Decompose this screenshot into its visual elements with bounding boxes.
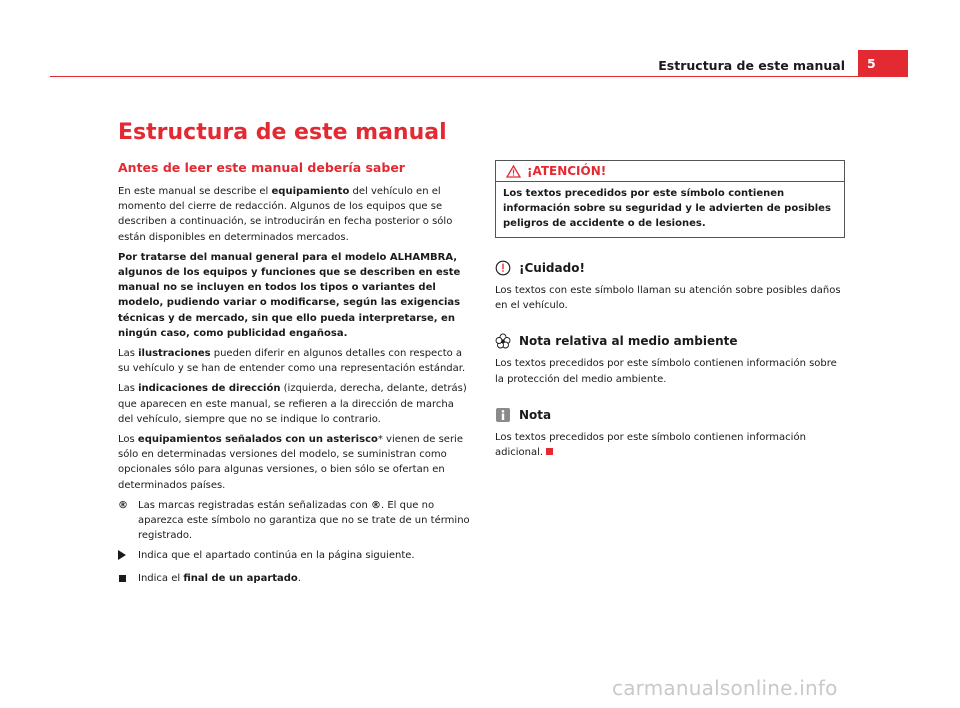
arrow-right-icon <box>118 550 126 560</box>
end-square-icon <box>119 575 126 582</box>
end-square-icon <box>546 448 553 455</box>
flower-icon <box>495 333 511 349</box>
watermark: carmanualsonline.info <box>612 676 838 700</box>
left-column <box>118 156 470 592</box>
bullet-continue: Indica que el apartado continúa en la página siguiente. <box>118 548 470 565</box>
caution-text: Los textos con este símbolo llaman su atención sobre posibles daños en el vehículo. <box>495 285 841 312</box>
warning-box <box>495 160 845 238</box>
warning-text: Los textos precedidos por este símbolo contienen información sobre su seguridad y le advierten de posibles peligros de accidente o de lesiones. <box>503 188 831 229</box>
page-title: Estructura de este manual <box>118 120 447 145</box>
note-section <box>495 407 845 460</box>
bullet-registered: ® Las marcas registradas están señalizadas con ®. El que no aparezca este símbolo no garantiza que no se trate de un término registrado. <box>118 498 470 544</box>
caution-title: ¡Cuidado! <box>519 261 585 275</box>
paragraph-directions: Las indicaciones de dirección (izquierda, derecha, delante, detrás) que aparecen en este manual, se refieren a la dirección de marcha del vehículo, siempre que no se indique lo contrario. <box>118 383 467 425</box>
header-rule <box>50 76 908 77</box>
paragraph-asterisk: Los equipamientos señalados con un asterisco* vienen de serie sólo en determinadas versiones del modelo, se suministran como opcionales sólo para algunas versiones, o bien sólo se ofertan en determinados países. <box>118 434 463 491</box>
page-number: 5 <box>858 50 908 77</box>
exclamation-circle-icon <box>495 260 511 276</box>
paragraph-illustrations: Las ilustraciones pueden diferir en algunos detalles con respecto a su vehículo y se han de entender como una representación estándar. <box>118 348 466 375</box>
note-title: Nota <box>519 407 552 422</box>
registered-icon: ® <box>118 499 128 511</box>
bullet-end: Indica el final de un apartado. <box>118 571 470 587</box>
note-text: Los textos precedidos por este símbolo contienen información adicional. <box>495 431 806 459</box>
environment-section <box>495 333 845 386</box>
warning-title: ¡ATENCIÓN! <box>527 164 607 178</box>
environment-text: Los textos precedidos por este símbolo contienen información sobre la protección del medio ambiente. <box>495 358 837 385</box>
right-column <box>495 160 845 460</box>
environment-title: Nota relativa al medio ambiente <box>519 334 738 349</box>
paragraph-equipment: En este manual se describe el equipamiento del vehículo en el momento del cierre de redacción. Algunos de los equipos que se describen a continuación, se introducirán en fecha posterior o sólo están disponibles en determinados mercados. <box>118 186 453 243</box>
section-subhead: Antes de leer este manual debería saber <box>118 160 405 175</box>
warning-triangle-icon <box>506 165 521 178</box>
paragraph-general-manual: Por tratarse del manual general para el modelo ALHAMBRA, algunos de los equipos y funciones que se describen en este manual no se incluyen en todos los tipos o variantes del modelo, pudiendo variar o modificarse, según las exigencias técnicas y de mercado, sin que ello pueda interpretarse, en ningún caso, como publicidad engañosa. <box>118 251 461 339</box>
warning-header <box>496 161 844 182</box>
info-icon <box>495 407 511 423</box>
header-title: Estructura de este manual <box>658 58 845 73</box>
caution-section <box>495 260 845 313</box>
